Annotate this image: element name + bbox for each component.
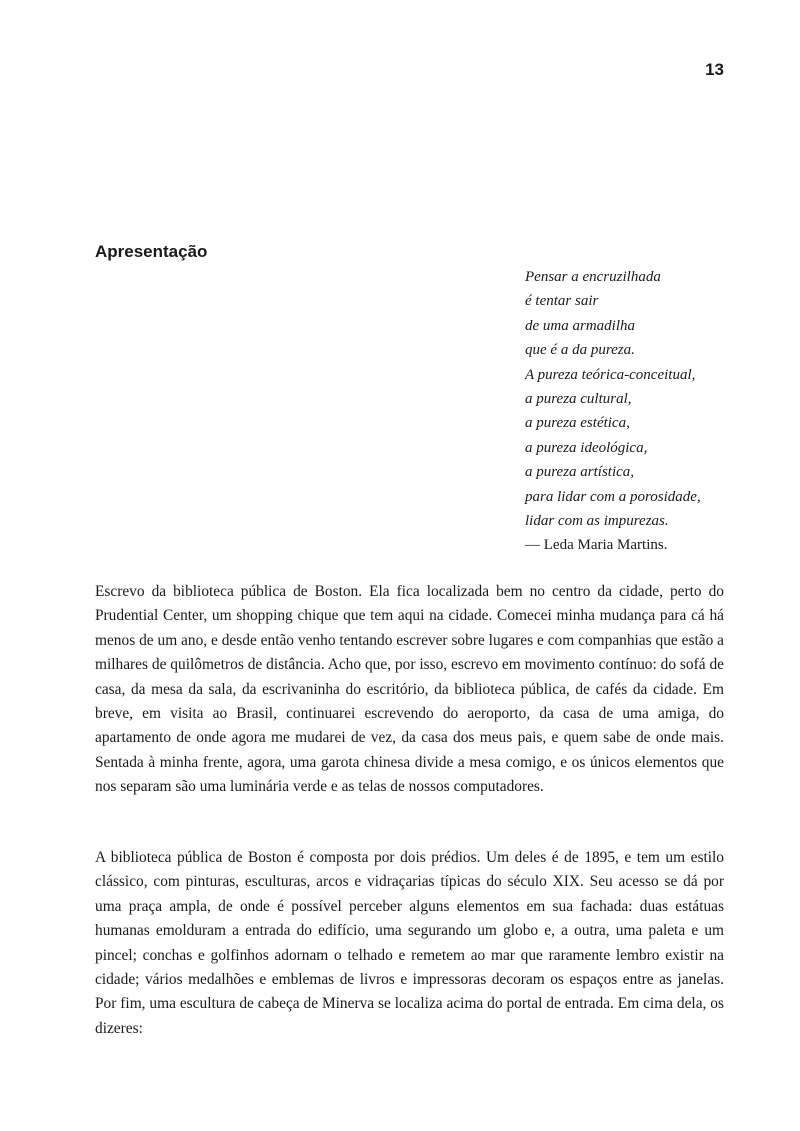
epigraph-line: que é a da pureza. (525, 342, 635, 359)
epigraph-line: de uma armadilha (525, 317, 635, 334)
epigraph-line: a pureza cultural, (525, 391, 632, 408)
epigraph-line: a pureza estética, (525, 415, 630, 432)
body-paragraph: Escrevo da biblioteca pública de Boston. Ela fica localizada bem no centro da cidade, perto do Prudential Center, um shopping chique que tem aqui na cidade. Comecei minha mudança para cá há menos de um ano, e desde então venho tentando escrever sobre lugares e com companhias que estão a milhares de quilômetros de distância. Acho que, por isso, escrevo em movimento contínuo: do sofá de casa, da mesa da sala, da escrivaninha do escritório, da biblioteca pública, de cafés da cidade. Em breve, em visita ao Brasil, continuarei escrevendo do aeroporto, da casa de uma amiga, do apartamento de onde agora me mudarei de vez, da casa dos meus pais, e quem sabe de onde mais. Sentada à minha frente, agora, uma garota chinesa divide a mesa comigo, e os únicos elementos que nos separam são uma luminária verde e as telas de nossos computadores. (95, 583, 724, 796)
epigraph (525, 265, 701, 558)
page-number: 13 (705, 60, 724, 79)
epigraph-line: lidar com as impurezas. (525, 513, 669, 530)
epigraph-line: para lidar com a porosidade, (525, 488, 701, 505)
epigraph-attribution: — Leda Maria Martins. (525, 537, 668, 554)
epigraph-line: é tentar sair (525, 293, 599, 310)
body-paragraph: A biblioteca pública de Boston é composta por dois prédios. Um deles é de 1895, e tem um estilo clássico, com pinturas, esculturas, arcos e vidraçarias típicas do século XIX. Seu acesso se dá por uma praça ampla, de onde é possível perceber alguns elementos em sua fachada: duas estátuas humanas emolduram a entrada do edifício, uma segurando um globo e, a outra, uma paleta e um pincel; conchas e golfinhos adornam o telhado e remetem ao mar que raramente lembro existir na cidade; vários medalhões e emblemas de livros e impressoras decoram os espaços entre as janelas. Por fim, uma escultura de cabeça de Minerva se localiza acima do portal de entrada. Em cima dela, os dizeres: (95, 849, 724, 1037)
epigraph-line: a pureza ideológica, (525, 439, 648, 456)
epigraph-line: A pureza teórica-conceitual, (525, 366, 696, 383)
epigraph-line: a pureza artística, (525, 464, 635, 481)
epigraph-line: Pensar a encruzilhada (525, 269, 661, 285)
section-title: Apresentação (95, 242, 208, 261)
